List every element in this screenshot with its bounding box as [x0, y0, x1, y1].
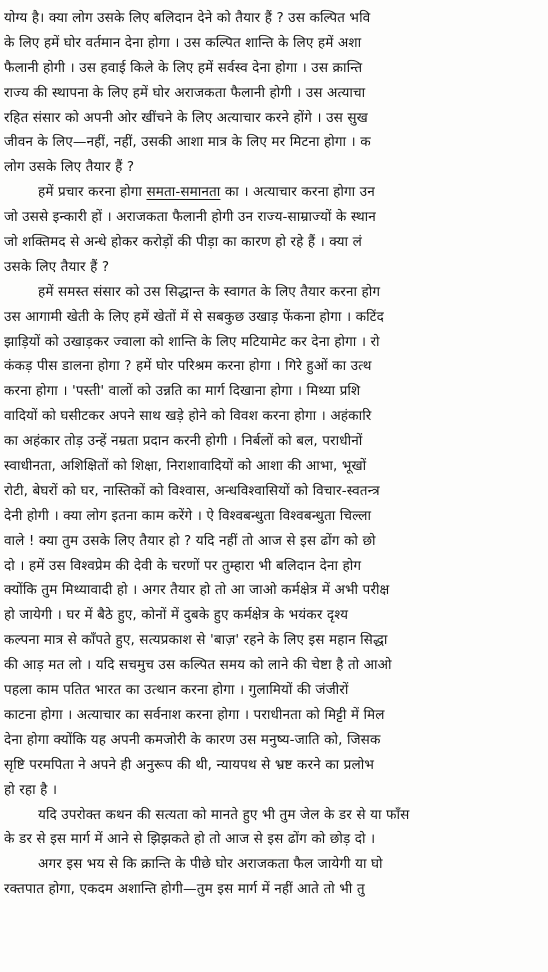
text-line: के लिए हमें घोर वर्तमान देना होगा । उस कल्पित शान्ति के लिए हमें अशा [4, 34, 362, 51]
text-line: लोग उसके लिए तैयार हैं ? [4, 159, 135, 176]
text-line: यदि उपरोक्त कथन की सत्यता को मानते हुए भी तुम जेल के डर से या फाँस [38, 806, 410, 823]
text-line: अगर इस भय से कि क्रान्ति के पीछे घोर अराजकता फैल जायेगी या घो [38, 856, 383, 873]
text-line: स्वाधीनता, अशिक्षितों को शिक्षा, निराशावादियों को आशा की आभा, भूखों [4, 458, 367, 475]
text-line: जीवन के लिए—नहीं, नहीं, उसकी आशा मात्र के लिए मर मिटना होगा । क [4, 134, 371, 151]
text-line: देनी होगी । क्या लोग इतना काम करेंगे । ऐ विश्वबन्धुता विश्वबन्धुता चिल्ला [4, 507, 372, 524]
text-line: राज्य की स्थापना के लिए हमें घोर अराजकता फैलानी होगी । उस अत्याचा [4, 84, 366, 101]
text-line: झाड़ियों को उखाड़कर ज्वाला को शान्ति के लिए मटियामेट कर देना होगा । रो [4, 333, 380, 350]
text-line: की आड़ मत लो । यदि सचमुच उस कल्पित समय को लाने की चेष्टा है तो आओ [4, 657, 392, 674]
text-line: योग्य है। क्या लोग उसके लिए बलिदान देने को तैयार हैं ? उस कल्पित भवि [4, 10, 371, 26]
text-line: रक्तपात होगा, एकदम अशान्ति होगी—तुम इस मार्ग में नहीं आते तो भी तु [4, 881, 365, 898]
text-line: रहित संसार को अपनी ओर खींचने के लिए अत्याचार करने होंगे । उस सुख [4, 109, 368, 126]
text-line: कल्पना मात्र से काँपते हुए, सत्यप्रकाश से 'बाज़' रहने के लिए इस महान सिद्धा [4, 632, 388, 649]
body-text [4, 6, 548, 902]
text-line: दो । हमें उस विश्वप्रेम की देवी के चरणों पर तुम्हारा भी बलिदान देना होग [4, 557, 362, 574]
text-line: कंकड़ पीस डालना होगा ? हमें घोर परिश्रम करना होगा । गिरे हुओं का उत्थ [4, 358, 372, 375]
text-line: पहला काम पतित भारत का उत्थान करना होगा । गुलामियों की जंजीरों [4, 682, 349, 699]
text-line: हमें समस्त संसार को उस सिद्धान्त के स्वागत के लिए तैयार करना होग [38, 283, 381, 300]
text-line: करना होगा । 'पस्ती' वालों को उन्नति का मार्ग दिखाना होगा । मिथ्या प्रशि [4, 383, 361, 400]
text-line: वाले ! क्या तुम उसके लिए तैयार हो ? यदि नहीं तो आज से इस ढोंग को छो [4, 532, 376, 549]
text-line: हो रहा है । [4, 781, 58, 798]
text-line: फैलानी होगी । उस हवाई किले के लिए हमें सर्वस्व देना होगा । उस क्रान्ति [4, 59, 363, 76]
underlined-phrase: समता-समानता [146, 184, 221, 201]
text-line: काटना होगा । अत्याचार का सर्वनाश करना होगा । पराधीनता को मिट्टी में मिल [4, 706, 385, 723]
text-line: सृष्टि परमपिता ने अपने ही अनुरूप की थी, न्यायपथ से भ्रष्ट करने का प्रलोभ [4, 756, 375, 773]
text-line: हो जायेगी । घर में बैठे हुए, कोनों में दुबके हुए कर्मक्षेत्र के भयंकर दृश्य [4, 607, 349, 624]
text-line: उस आगामी खेती के लिए हमें खेतों में से सबकुछ उखाड़ फेंकना होगा । कटिंद [4, 308, 384, 325]
text-line: के डर से इस मार्ग में आने से झिझकते हो तो आज से इस ढोंग को छोड़ दो । [4, 831, 376, 848]
text-line: जो शक्तिमद से अन्धे होकर करोड़ों की पीड़ा का कारण हो रहे हैं । क्या लं [4, 234, 362, 251]
text-line: रोटी, बेघरों को घर, नास्तिकों को विश्वास, अन्धविश्वासियों को विचार-स्वतन्त्र [4, 482, 380, 499]
text-line: वादियों को घसीटकर अपने साथ खड़े होने को विवश करना होगा । अहंकारि [4, 408, 372, 425]
text-line: क्योंकि तुम मिथ्यावादी हो । अगर तैयार हो तो आ जाओ कर्मक्षेत्र में अभी परीक्ष [4, 582, 390, 599]
text-line: उसके लिए तैयार हैं ? [4, 258, 110, 275]
text-line: हमें प्रचार करना होगा समता-समानता का । अत्याचार करना होगा उन [38, 184, 375, 201]
text-line: जो उससे इन्कारी हों । अराजकता फैलानी होगी उन राज्य-साम्राज्यों के स्थान [4, 209, 376, 226]
text-line: देना होगा क्योंकि यह अपनी कमजोरी के कारण उस मनुष्य-जाति को, जिसक [4, 731, 381, 748]
text-line: का अहंकार तोड़ उन्हें नम्रता प्रदान करनी होगी । निर्बलों को बल, पराधीनों [4, 433, 363, 450]
